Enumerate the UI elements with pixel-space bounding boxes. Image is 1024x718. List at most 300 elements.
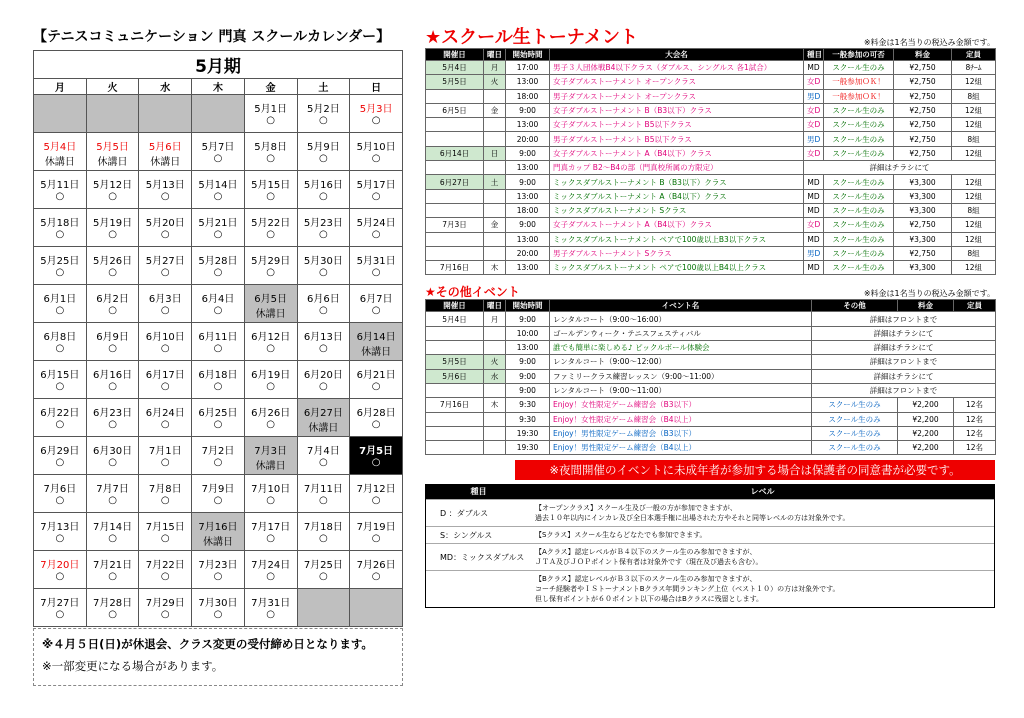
tournament-fee-note: ※料金は1名当りの税込み金額です。 (863, 38, 995, 47)
event-weekday (484, 341, 506, 355)
tournament-eligibility: スクール生のみ (824, 103, 894, 117)
event-date: 5月5日 (426, 75, 484, 89)
calendar-status: ○ (350, 229, 403, 247)
event-time: 9:00 (506, 383, 550, 397)
calendar-status: ○ (350, 153, 403, 171)
tournament-name: 男子ダブルストーナメント Sクラス (550, 246, 804, 260)
calendar-date: 6月22日 (34, 399, 87, 419)
tournament-capacity: 8組 (952, 89, 996, 103)
calendar-status: ○ (192, 457, 245, 475)
calendar-status: ○ (297, 115, 350, 133)
tournament-fee: ¥3,300 (894, 203, 952, 217)
calendar-date: 7月6日 (34, 475, 87, 495)
event-weekday: 月 (484, 61, 506, 75)
calendar-date: 5月13日 (139, 171, 192, 191)
event-eligibility: スクール生のみ (812, 426, 898, 440)
tournament-row (426, 146, 996, 160)
level-description-line: 【Sクラス】スクール生ならどなたでも参加できます。 (535, 531, 707, 540)
tournament-capacity: 12組 (952, 175, 996, 189)
tournament-header: 大会名 (550, 49, 804, 61)
tournament-header: 開催日 (426, 49, 484, 61)
calendar-status: ○ (86, 457, 139, 475)
calendar-date: 6月24日 (139, 399, 192, 419)
calendar-status: ○ (297, 343, 350, 361)
tournament-eligibility: 一般参加ＯＫ！ (824, 75, 894, 89)
calendar-date: 6月16日 (86, 361, 139, 381)
event-weekday: 金 (484, 218, 506, 232)
tournament-event-type: 男D (804, 246, 824, 260)
calendar-date: 6月4日 (192, 285, 245, 305)
event-weekday (484, 383, 506, 397)
tournament-row (426, 89, 996, 103)
event-weekday: 木 (484, 398, 506, 412)
calendar-status: ○ (86, 609, 139, 627)
calendar-date: 6月21日 (350, 361, 403, 381)
calendar-status: ○ (86, 267, 139, 285)
event-weekday (484, 189, 506, 203)
tournament-event-type: 女D (804, 118, 824, 132)
event-name: ゴールデンウィーク・テニスフェスティバル (550, 326, 812, 340)
calendar-date: 6月5日 (244, 285, 297, 305)
calendar-status: 休講日 (139, 153, 192, 171)
event-weekday: 土 (484, 175, 506, 189)
tournament-fee: ¥2,750 (894, 218, 952, 232)
event-weekday (484, 161, 506, 175)
calendar-status: ○ (139, 457, 192, 475)
calendar-status: ○ (34, 343, 87, 361)
tournament-fee: ¥3,300 (894, 232, 952, 246)
calendar-status: ○ (244, 191, 297, 209)
calendar-status: ○ (86, 343, 139, 361)
calendar-date: 6月10日 (139, 323, 192, 343)
event-time: 9:30 (506, 412, 550, 426)
tournament-row (426, 175, 996, 189)
calendar-status: ○ (86, 305, 139, 323)
calendar-date: 7月24日 (244, 551, 297, 571)
calendar-date: 5月18日 (34, 209, 87, 229)
tournament-name: 女子ダブルストーナメント B5以下クラス (550, 118, 804, 132)
tournament-eligibility: スクール生のみ (824, 175, 894, 189)
event-time: 13:00 (506, 189, 550, 203)
calendar-status: ○ (350, 381, 403, 399)
tournament-row (426, 203, 996, 217)
calendar-date: 5月20日 (139, 209, 192, 229)
calendar-date: 7月2日 (192, 437, 245, 457)
calendar-status: ○ (244, 229, 297, 247)
tournament-event-type: MD (804, 203, 824, 217)
calendar-date: 5月30日 (297, 247, 350, 267)
event-date (426, 383, 484, 397)
weekday-header: 日 (350, 79, 403, 95)
event-row (426, 312, 996, 326)
calendar-date: 6月26日 (244, 399, 297, 419)
calendar-status: ○ (192, 495, 245, 513)
event-time: 20:00 (506, 132, 550, 146)
event-time: 9:00 (506, 146, 550, 160)
event-name: Enjoy！男性限定ゲーム練習会（B3以下） (550, 426, 812, 440)
tournament-fee: ¥2,750 (894, 246, 952, 260)
tournament-row (426, 132, 996, 146)
calendar-status: ○ (244, 267, 297, 285)
calendar-status: ○ (192, 571, 245, 589)
tournament-event-type: 女D (804, 146, 824, 160)
event-eligibility: スクール生のみ (812, 412, 898, 426)
calendar-status: ○ (139, 267, 192, 285)
calendar-date: 6月8日 (34, 323, 87, 343)
page-title: 【テニスコミュニケーション 門真 スクールカレンダー】 (33, 29, 391, 45)
calendar-date: 7月3日 (244, 437, 297, 457)
tournament-name: ミックスダブルストーナメント ペアで100歳以上B4以上クラス (550, 261, 804, 275)
event-date: 5月6日 (426, 369, 484, 383)
tournament-capacity: 8ﾁｰﾑ (952, 61, 996, 75)
calendar-status: ○ (139, 305, 192, 323)
calendar-status: ○ (350, 457, 403, 475)
event-row (426, 426, 996, 440)
event-name: Enjoy！男性限定ゲーム練習会（B4以上） (550, 441, 812, 455)
events-header: その他 (812, 300, 898, 312)
event-row (426, 326, 996, 340)
month-title: 5月期 (34, 51, 403, 79)
calendar-date: 6月9日 (86, 323, 139, 343)
events-header: 定員 (954, 300, 996, 312)
calendar-date: 7月27日 (34, 589, 87, 609)
event-row (426, 369, 996, 383)
tournament-fee: ¥3,300 (894, 175, 952, 189)
calendar-date: 7月5日 (350, 437, 403, 457)
tournament-title: ★スクール生トーナメント (425, 27, 639, 48)
event-time: 9:00 (506, 369, 550, 383)
event-time: 9:00 (506, 312, 550, 326)
event-weekday (484, 426, 506, 440)
calendar-date: 5月7日 (192, 133, 245, 153)
tournament-event-type: 男D (804, 132, 824, 146)
event-date: 7月16日 (426, 398, 484, 412)
event-date: 6月14日 (426, 146, 484, 160)
calendar-date: 6月3日 (139, 285, 192, 305)
calendar-date: 7月1日 (139, 437, 192, 457)
calendar-date: 5月11日 (34, 171, 87, 191)
event-capacity: 12名 (954, 412, 996, 426)
calendar-date (34, 95, 87, 115)
calendar-date: 5月31日 (350, 247, 403, 267)
tournament-event-type: 男D (804, 89, 824, 103)
calendar-status: ○ (86, 191, 139, 209)
event-row (426, 383, 996, 397)
level-description (531, 500, 994, 526)
event-time: 17:00 (506, 61, 550, 75)
level-description-line: 過去１０年以内にインカレ及び全日本選手権に出場された方やそれと同等レベルの方は対象外です。 (535, 514, 850, 523)
calendar-date: 7月23日 (192, 551, 245, 571)
calendar-status: ○ (350, 533, 403, 551)
calendar-date: 7月16日 (192, 513, 245, 533)
calendar-status: ○ (34, 533, 87, 551)
event-name: Enjoy！女性限定ゲーム練習会（B3以下） (550, 398, 812, 412)
events-title: ★その他イベント (425, 285, 520, 300)
tournament-row (426, 246, 996, 260)
calendar-status: ○ (350, 267, 403, 285)
tournament-row (426, 261, 996, 275)
calendar-status: 休講日 (244, 305, 297, 323)
tournament-eligibility: スクール生のみ (824, 132, 894, 146)
event-date: 5月4日 (426, 312, 484, 326)
calendar-status: 休講日 (192, 533, 245, 551)
calendar-status (350, 609, 403, 627)
calendar-status (86, 115, 139, 133)
tournament-row (426, 161, 996, 175)
tournament-capacity: 12組 (952, 118, 996, 132)
calendar-status: ○ (86, 571, 139, 589)
event-row (426, 341, 996, 355)
event-time: 9:00 (506, 355, 550, 369)
calendar-date: 6月12日 (244, 323, 297, 343)
tournament-name: 女子ダブルストーナメント A（B4以下）クラス (550, 218, 804, 232)
event-name: レンタルコート（9:00～16:00） (550, 312, 812, 326)
calendar-status: ○ (139, 419, 192, 437)
calendar-date: 7月25日 (297, 551, 350, 571)
calendar-date (297, 589, 350, 609)
tournament-event-type: 女D (804, 218, 824, 232)
calendar-status: ○ (297, 457, 350, 475)
calendar-status: ○ (244, 343, 297, 361)
tournament-row (426, 103, 996, 117)
event-eligibility: スクール生のみ (812, 441, 898, 455)
level-row (426, 499, 994, 526)
calendar-date: 5月6日 (139, 133, 192, 153)
calendar-date: 7月18日 (297, 513, 350, 533)
level-header-level: レベル (750, 487, 775, 497)
tournament-event-type: MD (804, 175, 824, 189)
calendar-status: ○ (297, 533, 350, 551)
event-row (426, 441, 996, 455)
tournament-fee: ¥2,750 (894, 103, 952, 117)
tournament-header: 定員 (952, 49, 996, 61)
level-description-line: 【Aクラス】認定レベルがＢ４以下のスクール生のみ参加できますが、 (535, 548, 757, 557)
school-calendar (33, 50, 403, 627)
tournament-name: ミックスダブルストーナメント ペアで100歳以上B3以下クラス (550, 232, 804, 246)
event-name: レンタルコート（9:00～11:00） (550, 383, 812, 397)
calendar-status: ○ (86, 419, 139, 437)
note-deadline: ※４月５日(日)が休退会、クラス変更の受付締め日となります。 (42, 637, 373, 651)
tournament-event-type: 女D (804, 75, 824, 89)
calendar-status (34, 115, 87, 133)
calendar-date: 7月9日 (192, 475, 245, 495)
event-weekday: 日 (484, 146, 506, 160)
calendar-date: 7月17日 (244, 513, 297, 533)
tournament-row (426, 232, 996, 246)
calendar-status: ○ (34, 419, 87, 437)
tournament-name: 女子ダブルストーナメント A（B4以下）クラス (550, 146, 804, 160)
calendar-date: 5月23日 (297, 209, 350, 229)
calendar-date: 7月11日 (297, 475, 350, 495)
event-date: 7月3日 (426, 218, 484, 232)
calendar-status: ○ (86, 533, 139, 551)
level-type: D ：ダブルス (440, 508, 489, 518)
level-type: MD：ミックスダブルス (440, 552, 525, 562)
level-description (531, 571, 994, 607)
tournament-fee: ¥3,300 (894, 189, 952, 203)
calendar-status: ○ (34, 609, 87, 627)
calendar-status: ○ (86, 381, 139, 399)
calendar-date: 5月19日 (86, 209, 139, 229)
calendar-date: 7月13日 (34, 513, 87, 533)
level-type: S：シングルス (440, 530, 493, 540)
events-table (425, 299, 996, 455)
calendar-status (297, 609, 350, 627)
tournament-eligibility: スクール生のみ (824, 118, 894, 132)
calendar-status: ○ (297, 381, 350, 399)
calendar-status: ○ (350, 191, 403, 209)
tournament-eligibility: スクール生のみ (824, 189, 894, 203)
event-weekday (484, 89, 506, 103)
calendar-date: 6月27日 (297, 399, 350, 419)
tournament-eligibility: スクール生のみ (824, 146, 894, 160)
tournament-eligibility: スクール生のみ (824, 61, 894, 75)
weekday-header: 火 (86, 79, 139, 95)
event-weekday (484, 441, 506, 455)
event-weekday: 火 (484, 355, 506, 369)
level-description (531, 527, 994, 543)
calendar-date: 5月15日 (244, 171, 297, 191)
event-time: 20:00 (506, 246, 550, 260)
calendar-date: 6月29日 (34, 437, 87, 457)
event-capacity: 12名 (954, 398, 996, 412)
event-weekday (484, 412, 506, 426)
calendar-status: ○ (192, 609, 245, 627)
calendar-status: ○ (139, 343, 192, 361)
tournament-name: 女子ダブルストーナメント B（B3以下）クラス (550, 103, 804, 117)
event-date (426, 89, 484, 103)
event-time: 13:00 (506, 118, 550, 132)
tournament-fee: ¥2,750 (894, 75, 952, 89)
tournament-eligibility: スクール生のみ (824, 203, 894, 217)
calendar-status: ○ (192, 153, 245, 171)
calendar-date: 7月10日 (244, 475, 297, 495)
calendar-status: ○ (244, 115, 297, 133)
calendar-status: ○ (139, 533, 192, 551)
calendar-status: 休講日 (297, 419, 350, 437)
level-table (425, 484, 995, 608)
tournament-fee: ¥2,750 (894, 89, 952, 103)
calendar-status: 休講日 (34, 153, 87, 171)
calendar-status: ○ (244, 381, 297, 399)
level-type (426, 571, 531, 607)
event-date (426, 412, 484, 426)
calendar-status: ○ (139, 571, 192, 589)
tournament-capacity: 12組 (952, 232, 996, 246)
calendar-status: ○ (34, 457, 87, 475)
level-description-line: 【オープンクラス】スクール生及び一般の方が参加できますが、 (535, 504, 737, 513)
event-name: Enjoy！女性限定ゲーム練習会（B4以上） (550, 412, 812, 426)
event-date (426, 441, 484, 455)
calendar-date: 5月4日 (34, 133, 87, 153)
calendar-date: 6月23日 (86, 399, 139, 419)
calendar-date: 5月25日 (34, 247, 87, 267)
calendar-date: 7月29日 (139, 589, 192, 609)
calendar-date: 7月14日 (86, 513, 139, 533)
event-time: 19:30 (506, 441, 550, 455)
calendar-date (192, 95, 245, 115)
tournament-name: 女子ダブルストーナメント オープンクラス (550, 75, 804, 89)
calendar-date: 7月22日 (139, 551, 192, 571)
event-detail: 詳細はチラシにて (812, 341, 996, 355)
tournament-fee: ¥2,750 (894, 118, 952, 132)
calendar-status: ○ (297, 571, 350, 589)
event-name: 誰でも簡単に楽しめる♪ ピックルボール体験会 (550, 341, 812, 355)
calendar-panel (33, 24, 403, 627)
calendar-date: 5月14日 (192, 171, 245, 191)
event-time: 13:00 (506, 161, 550, 175)
calendar-date: 5月9日 (297, 133, 350, 153)
events-header: 曜日 (484, 300, 506, 312)
calendar-status: ○ (297, 191, 350, 209)
event-name: ファミリークラス練習レッスン（9:00～11:00） (550, 369, 812, 383)
calendar-date: 6月7日 (350, 285, 403, 305)
calendar-status: ○ (297, 229, 350, 247)
calendar-status: ○ (350, 305, 403, 323)
calendar-status: ○ (297, 153, 350, 171)
tournament-eligibility: スクール生のみ (824, 261, 894, 275)
calendar-status: ○ (86, 229, 139, 247)
calendar-date: 6月1日 (34, 285, 87, 305)
event-date: 7月16日 (426, 261, 484, 275)
event-fee: ¥2,200 (898, 412, 954, 426)
tournament-detail: 詳細はチラシにて (804, 161, 996, 175)
events-header: 開催日 (426, 300, 484, 312)
calendar-date: 5月27日 (139, 247, 192, 267)
calendar-status: ○ (34, 267, 87, 285)
calendar-date: 6月30日 (86, 437, 139, 457)
calendar-date: 5月1日 (244, 95, 297, 115)
calendar-status: ○ (297, 267, 350, 285)
calendar-date: 5月29日 (244, 247, 297, 267)
tournament-eligibility: 一般参加ＯＫ！ (824, 89, 894, 103)
event-weekday (484, 232, 506, 246)
calendar-date: 5月16日 (297, 171, 350, 191)
calendar-status: ○ (192, 419, 245, 437)
calendar-date: 5月22日 (244, 209, 297, 229)
tournament-name: 男子３人団体戦B4以下クラス（ダブルス、シングルス 各1試合） (550, 61, 804, 75)
event-date: 6月27日 (426, 175, 484, 189)
calendar-date: 6月14日 (350, 323, 403, 343)
calendar-status: ○ (244, 419, 297, 437)
tournament-row (426, 189, 996, 203)
calendar-status: ○ (192, 191, 245, 209)
calendar-status: ○ (139, 495, 192, 513)
level-description-line: ＪＴＡ及びＪＯＰポイント保有者は対象外です（現在及び過去も含む）。 (535, 558, 763, 567)
weekday-header: 月 (34, 79, 87, 95)
calendar-status: ○ (139, 609, 192, 627)
calendar-status: ○ (34, 495, 87, 513)
calendar-date: 6月25日 (192, 399, 245, 419)
calendar-date: 7月20日 (34, 551, 87, 571)
calendar-status (139, 115, 192, 133)
calendar-status: 休講日 (86, 153, 139, 171)
calendar-date (139, 95, 192, 115)
tournament-fee: ¥2,750 (894, 132, 952, 146)
event-fee: ¥2,200 (898, 426, 954, 440)
tournament-capacity: 8組 (952, 246, 996, 260)
event-row (426, 355, 996, 369)
calendar-date: 7月26日 (350, 551, 403, 571)
calendar-date: 7月7日 (86, 475, 139, 495)
tournament-name: 男子ダブルストーナメント オープンクラス (550, 89, 804, 103)
weekday-header: 木 (192, 79, 245, 95)
event-weekday: 木 (484, 261, 506, 275)
calendar-date: 6月2日 (86, 285, 139, 305)
calendar-status: ○ (192, 343, 245, 361)
tournament-capacity: 8組 (952, 132, 996, 146)
calendar-date: 7月21日 (86, 551, 139, 571)
